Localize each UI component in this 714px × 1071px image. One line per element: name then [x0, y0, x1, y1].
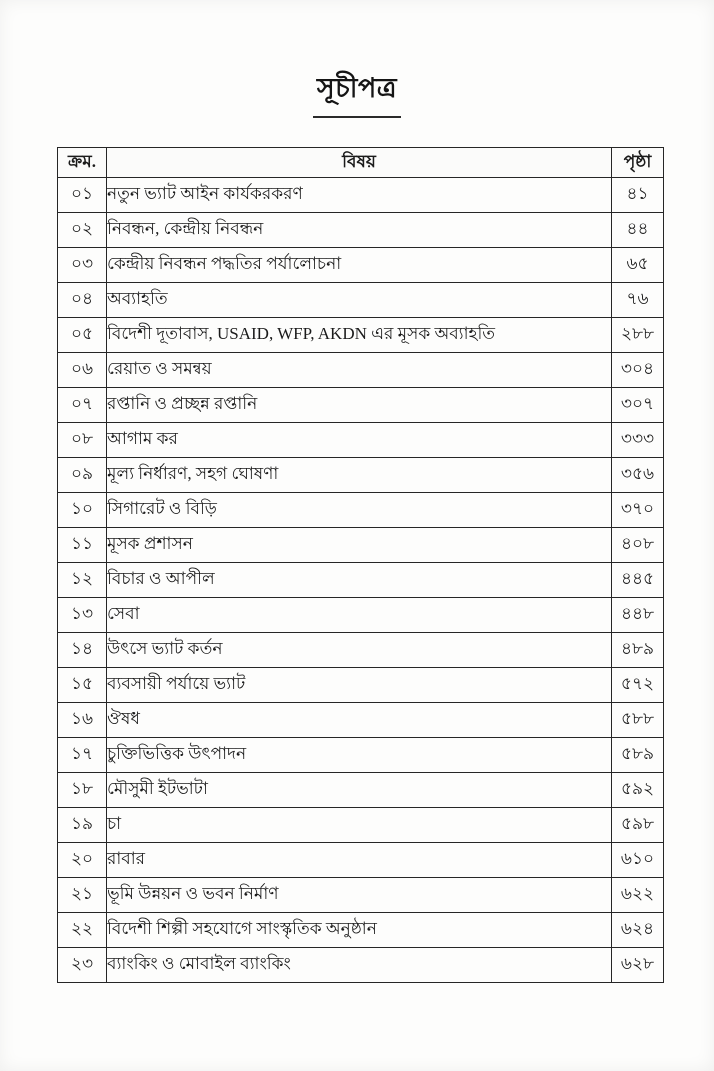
row-subject: বিদেশী দূতাবাস, USAID, WFP, AKDN এর মূসক অব্যাহতি	[107, 318, 612, 353]
row-serial-number: ০৮	[58, 423, 107, 458]
row-page-number: ৪৪৫	[612, 563, 664, 598]
row-subject: বিচার ও আপীল	[107, 563, 612, 598]
table-row	[58, 318, 664, 353]
row-serial-number: ০৬	[58, 353, 107, 388]
row-page-number: ৫৮৮	[612, 703, 664, 738]
row-serial-number: ২২	[58, 913, 107, 948]
column-header-serial: ক্রম.	[58, 148, 107, 178]
row-serial-number: ১৯	[58, 808, 107, 843]
row-serial-number: ০৫	[58, 318, 107, 353]
row-page-number: ৫৯৮	[612, 808, 664, 843]
row-page-number: ৫৮৯	[612, 738, 664, 773]
column-header-page: পৃষ্ঠা	[612, 148, 664, 178]
row-serial-number: ০৩	[58, 248, 107, 283]
table-row	[58, 178, 664, 213]
row-subject: মূল্য নির্ধারণ, সহগ ঘোষণা	[107, 458, 612, 493]
column-header-subject: বিষয়	[107, 148, 612, 178]
row-serial-number: ০৭	[58, 388, 107, 423]
row-serial-number: ২১	[58, 878, 107, 913]
table-row	[58, 248, 664, 283]
row-subject: ভূমি উন্নয়ন ও ভবন নির্মাণ	[107, 878, 612, 913]
row-page-number: ৫৭২	[612, 668, 664, 703]
page-title: সূচীপত্র	[313, 68, 401, 118]
row-serial-number: ২৩	[58, 948, 107, 983]
row-subject: নতুন ভ্যাট আইন কার্যকরকরণ	[107, 178, 612, 213]
row-serial-number: ১৮	[58, 773, 107, 808]
row-subject: ব্যাংকিং ও মোবাইল ব্যাংকিং	[107, 948, 612, 983]
row-subject: ঔষধ	[107, 703, 612, 738]
table-row	[58, 388, 664, 423]
row-page-number: ২৮৮	[612, 318, 664, 353]
row-serial-number: ১৭	[58, 738, 107, 773]
row-page-number: ৩৫৬	[612, 458, 664, 493]
row-subject: চা	[107, 808, 612, 843]
table-row	[58, 353, 664, 388]
row-page-number: ৬২৪	[612, 913, 664, 948]
row-page-number: ৬৫	[612, 248, 664, 283]
table-row	[58, 808, 664, 843]
table-row	[58, 773, 664, 808]
row-subject: মৌসুমী ইটভাটা	[107, 773, 612, 808]
title-container	[0, 68, 714, 118]
table-row	[58, 703, 664, 738]
row-subject: মূসক প্রশাসন	[107, 528, 612, 563]
row-subject: কেন্দ্রীয় নিবন্ধন পদ্ধতির পর্যালোচনা	[107, 248, 612, 283]
row-serial-number: ১৩	[58, 598, 107, 633]
row-serial-number: ০৯	[58, 458, 107, 493]
table-row	[58, 493, 664, 528]
row-subject: আগাম কর	[107, 423, 612, 458]
row-serial-number: ০১	[58, 178, 107, 213]
row-subject: ব্যবসায়ী পর্যায়ে ভ্যাট	[107, 668, 612, 703]
table-row	[58, 913, 664, 948]
table-row	[58, 948, 664, 983]
row-subject: অব্যাহতি	[107, 283, 612, 318]
row-page-number: ৪৪	[612, 213, 664, 248]
row-page-number: ৩০৭	[612, 388, 664, 423]
row-subject: বিদেশী শিল্পী সহযোগে সাংস্কৃতিক অনুষ্ঠান	[107, 913, 612, 948]
row-page-number: ৫৯২	[612, 773, 664, 808]
table-row	[58, 668, 664, 703]
row-page-number: ৭৬	[612, 283, 664, 318]
table-row	[58, 598, 664, 633]
row-page-number: ৩৭০	[612, 493, 664, 528]
table-row	[58, 843, 664, 878]
table-row	[58, 878, 664, 913]
row-page-number: ৬১০	[612, 843, 664, 878]
row-serial-number: ১০	[58, 493, 107, 528]
row-page-number: ৪০৮	[612, 528, 664, 563]
row-subject: নিবন্ধন, কেন্দ্রীয় নিবন্ধন	[107, 213, 612, 248]
table-row	[58, 528, 664, 563]
row-subject: চুক্তিভিত্তিক উৎপাদন	[107, 738, 612, 773]
row-page-number: ৩৩৩	[612, 423, 664, 458]
row-serial-number: ১৪	[58, 633, 107, 668]
row-subject: রাবার	[107, 843, 612, 878]
toc-table-body	[58, 178, 664, 983]
row-page-number: ৩০৪	[612, 353, 664, 388]
row-serial-number: ১২	[58, 563, 107, 598]
row-page-number: ৪৪৮	[612, 598, 664, 633]
table-row	[58, 213, 664, 248]
row-subject: সিগারেট ও বিড়ি	[107, 493, 612, 528]
row-serial-number: ০৪	[58, 283, 107, 318]
row-page-number: ৬২২	[612, 878, 664, 913]
header-row	[58, 148, 664, 178]
table-row	[58, 283, 664, 318]
row-page-number: ৪১	[612, 178, 664, 213]
table-row	[58, 458, 664, 493]
row-page-number: ৪৮৯	[612, 633, 664, 668]
toc-table-header	[58, 148, 664, 178]
table-row	[58, 633, 664, 668]
table-row	[58, 563, 664, 598]
row-serial-number: ১১	[58, 528, 107, 563]
row-serial-number: ১৬	[58, 703, 107, 738]
row-serial-number: ২০	[58, 843, 107, 878]
row-serial-number: ০২	[58, 213, 107, 248]
table-row	[58, 423, 664, 458]
row-page-number: ৬২৮	[612, 948, 664, 983]
table-row	[58, 738, 664, 773]
table-of-contents	[57, 147, 664, 983]
row-serial-number: ১৫	[58, 668, 107, 703]
row-subject: সেবা	[107, 598, 612, 633]
row-subject: উৎসে ভ্যাট কর্তন	[107, 633, 612, 668]
row-subject: রপ্তানি ও প্রচ্ছন্ন রপ্তানি	[107, 388, 612, 423]
row-subject: রেয়াত ও সমন্বয়	[107, 353, 612, 388]
